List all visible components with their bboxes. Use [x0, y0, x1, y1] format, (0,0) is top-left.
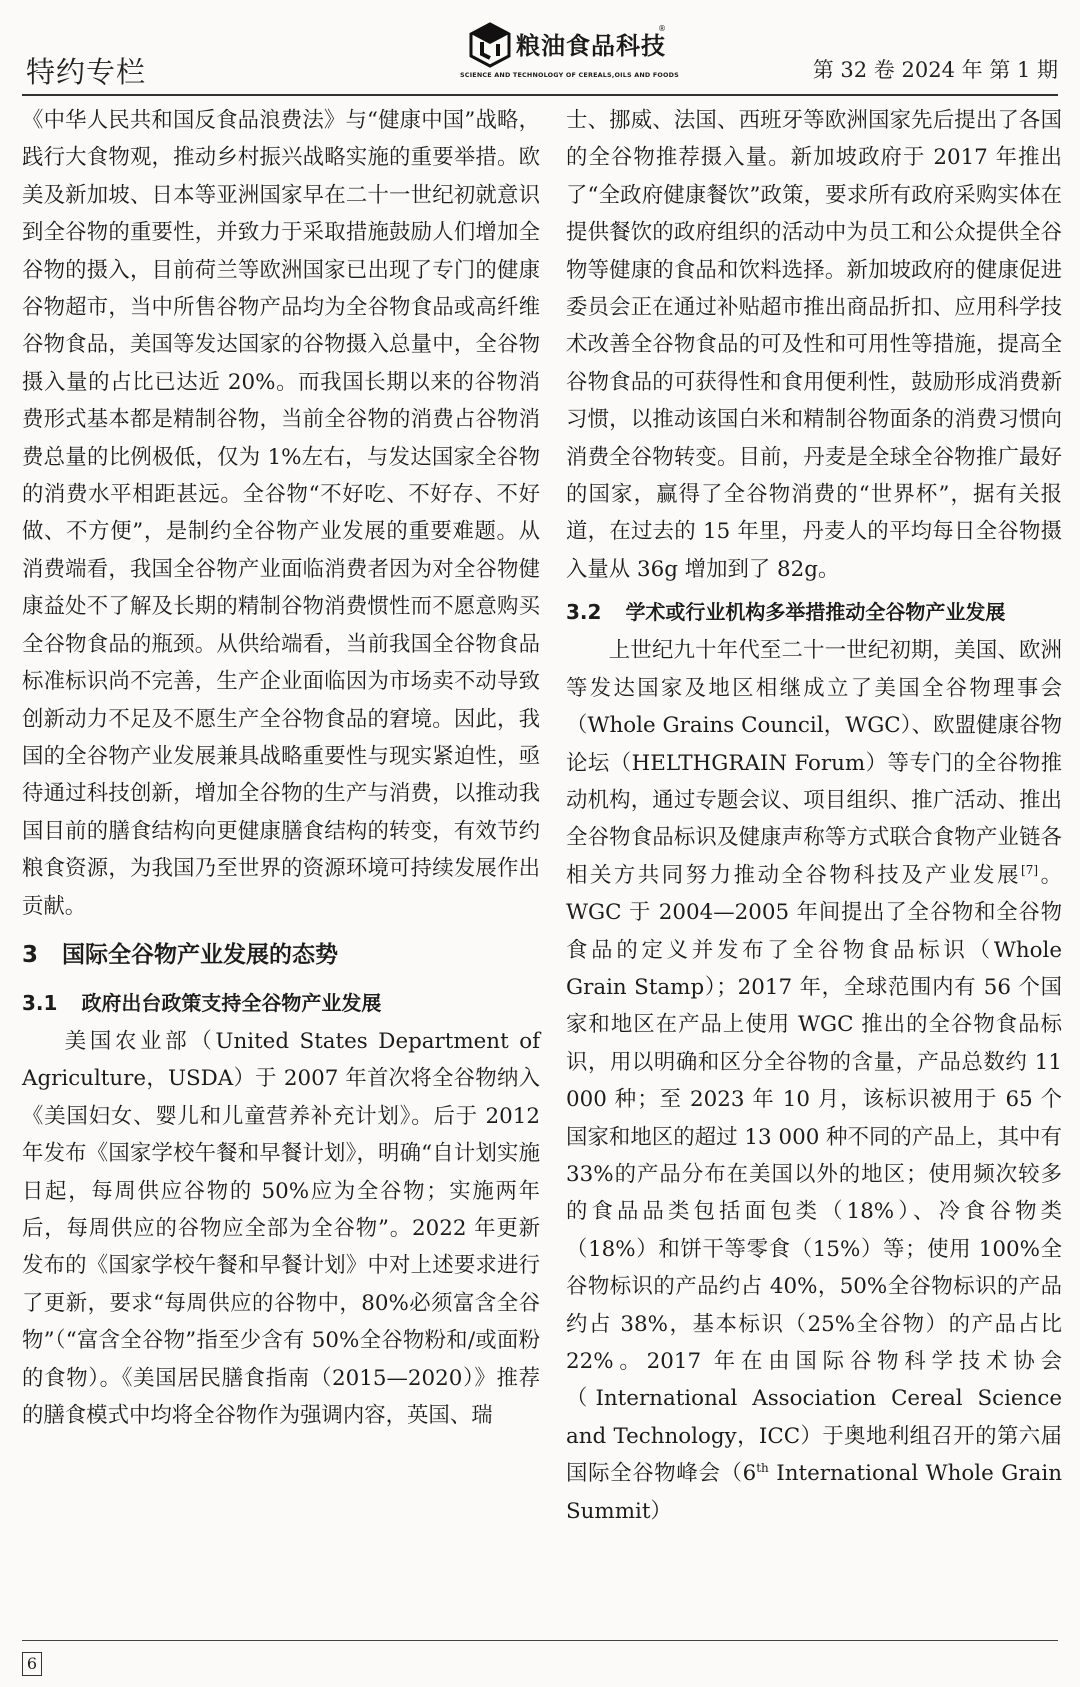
section-title: 国际全谷物产业发展的态势 [62, 941, 339, 968]
paragraph [566, 632, 1062, 1530]
left-column [22, 102, 540, 1434]
section-heading [22, 935, 540, 975]
logo-english-title: SCIENCE AND TECHNOLOGY OF CEREALS,OILS AND FOODS [460, 71, 679, 79]
paragraph: 士、挪威、法国、西班牙等欧洲国家先后提出了各国的全谷物推荐摄入量。新加坡政府于 2017 年推出了“全政府健康餐饮”政策，要求所有政府采购实体在提供餐饮的政府组织的活动中为员工和公众提供全谷物等健康的食品和饮料选择。新加坡政府的健康促进委员会正在通过补贴超市推出商品折扣、应用科学技术改善全谷物食品的可及性和可用性等措施，提高全谷物食品的可获得性和食用便利性，鼓励形成消费新习惯，以推动该国白米和精制谷物面条的消费习惯向消费全谷物转变。目前，丹麦是全球全谷物推广最好的国家，赢得了全谷物消费的“世界杯”，据有关报道，在过去的 15 年里，丹麦人的平均每日全谷物摄入量从 36g 增加到了 82g。 [566, 108, 1062, 582]
page-header [0, 0, 1080, 100]
citation-ref[interactable]: [7] [1021, 862, 1039, 877]
registered-mark-icon: ® [658, 24, 666, 33]
page-number: 6 [22, 1652, 42, 1676]
section-number: 3 [22, 941, 39, 968]
logo-chinese-title: 粮油食品科技 [516, 32, 666, 60]
footer-rule [22, 1640, 1058, 1641]
journal-logo [460, 22, 679, 92]
paragraph: 《中华人民共和国反食品浪费法》与“健康中国”战略，践行大食物观，推动乡村振兴战略实施的重要举措。欧美及新加坡、日本等亚洲国家早在二十一世纪初就意识到全谷物的重要性，并致力于采取措施鼓励人们增加全谷物的摄入，目前荷兰等欧洲国家已出现了专门的健康谷物超市，当中所售谷物产品均为全谷物食品或高纤维谷物食品，美国等发达国家的谷物摄入总量中，全谷物摄入量的占比已达近 20%。而我国长期以来的谷物消费形式基本都是精制谷物，当前全谷物的消费占谷物消费总量的比例极低，仅为 1%左右，与发达国家全谷物的消费水平相距甚远。全谷物“不好吃、不好存、不好做、不方便”，是制约全谷物产业发展的重要难题。从消费端看，我国全谷物产业面临消费者因为对全谷物健康益处不了解及长期的精制谷物消费惯性而不愿意购买全谷物食品的瓶颈。从供给端看，当前我国全谷物食品标准标识尚不完善，生产企业面临因为市场卖不动导致创新动力不足及不愿生产全谷物食品的窘境。因此，我国的全谷物产业发展兼具战略重要性与现实紧迫性，亟待通过科技创新，增加全谷物的生产与消费，以推动我国目前的膳食结构向更健康膳食结构的转变，有效节约粮食资源，为我国乃至世界的资源环境可持续发展作出贡献。 [22, 108, 540, 919]
section-label: 特约专栏 [26, 55, 147, 89]
issue-info: 第 32 卷 2024 年 第 1 期 [812, 58, 1058, 82]
subsection-heading [566, 592, 1062, 632]
cube-logo-icon [468, 22, 512, 68]
header-rule [22, 94, 1058, 96]
paragraph-text: 。WGC 于 2004—2005 年间提出了全谷物和全谷物食品的定义并发布了全谷物食品标识（Whole Grain Stamp）；2017 年，全球范围内有 56 个国家和地区在产品上使用 WGC 推出的全谷物食品标识，用以明确和区分全谷物的含量，产品总数约 11 000 种；至 2023 年 10 月，该标识被用于 65 个国家和地区的超过 13 000 种不同的产品上，其中有 33%的产品分布在美国以外的地区；使用频次较多的食品品类包括面包类（18%）、冷食谷物类（18%）和饼干等零食（15%）等；使用 100%全谷物标识的产品约占 40%，50%全谷物标识的产品约占 38%，基本标识（25%全谷物）的产品占比 22%。2017 年在由国际谷物科学技术协会（International Association Cereal Science and Technology，ICC）于奥地利组召开的第六届国际全谷物峰会（6 [566, 862, 1062, 1487]
subsection-number: 3.2 [566, 600, 602, 625]
subsection-title: 政府出台政策支持全谷物产业发展 [81, 990, 382, 1015]
paragraph-text: 上世纪九十年代至二十一世纪初期，美国、欧洲等发达国家及地区相继成立了美国全谷物理事会（Whole Grains Council，WGC）、欧盟健康谷物论坛（HELTHGRAIN Forum）等专门的全谷物推动机构，通过专题会议、项目组织、推广活动、推出全谷物食品标识及健康声称等方式联合食物产业链各相关方共同努力推动全谷物科技及产业发展 [566, 638, 1062, 888]
subsection-heading [22, 983, 540, 1023]
paragraph-text: International Whole Grain Summit） [566, 1461, 1062, 1524]
subsection-number: 3.1 [22, 990, 58, 1015]
superscript: th [756, 1461, 769, 1476]
right-column [566, 102, 1062, 1530]
subsection-title: 学术或行业机构多举措推动全谷物产业发展 [625, 600, 1006, 625]
paragraph: 美国农业部（United States Department of Agriculture，USDA）于 2007 年首次将全谷物纳入《美国妇女、婴儿和儿童营养补充计划》。后于 2012 年发布《国家学校午餐和早餐计划》，明确“自计划实施日起，每周供应谷物的 50%应为全谷物；实施两年后，每周供应的谷物应全部为全谷物”。2022 年更新发布的《国家学校午餐和早餐计划》中对上述要求进行了更新，要求“每周供应的谷物中，80%必须富含全谷物”（“富含全谷物”指至少含有 50%全谷物粉和/或面粉的食物）。《美国居民膳食指南（2015—2020）》推荐的膳食模式中均将全谷物作为强调内容，英国、瑞 [22, 1028, 540, 1428]
